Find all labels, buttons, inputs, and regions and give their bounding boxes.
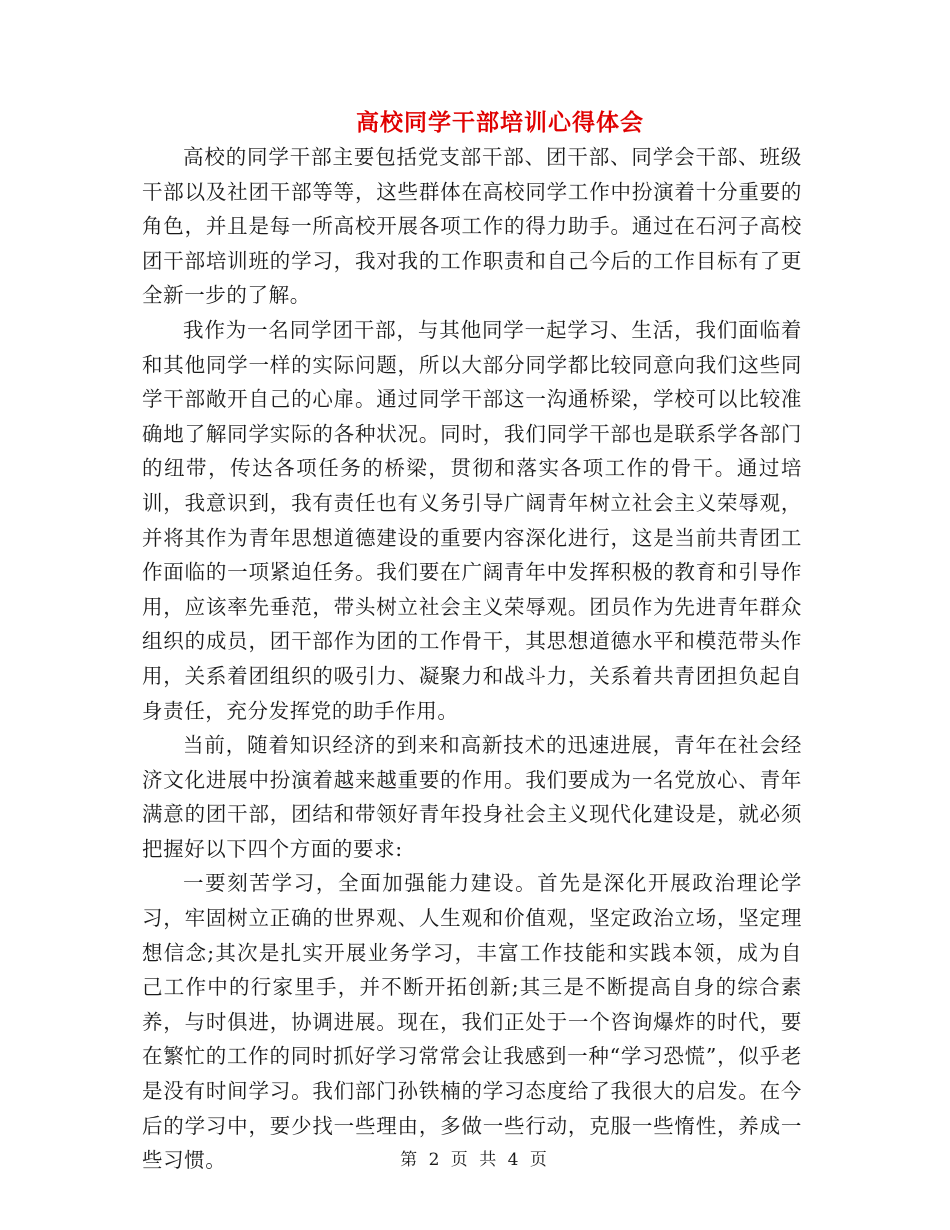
paragraph-4: 一要刻苦学习，全面加强能力建设。首先是深化开展政治理论学习，牢固树立正确的世界观、人生观和价值观，坚定政治立场，坚定理想信念;其次是扎实开展业务学习，丰富工作技能和实践本领，成为自己工作中的行家里手，并不断开拓创新;其三是不断提高自身的综合素养，与时俱进，协调进展。现在，我们正处于一个咨询爆炸的时代，要在繁忙的工作的同时抓好学习常常会让我感到一种“学习恐慌”，似乎老是没有时间学习。我们部门孙铁楠的学习态度给了我很大的启发。在今后的学习中，要少找一些理由，多做一些行动，克服一些惰性，养成一些习惯。 [142,871,802,1173]
document-body [142,140,802,1178]
paragraph-3: 当前，随着知识经济的到来和高新技术的迅速进展，青年在社会经济文化进展中扮演着越来越重要的作用。我们要成为一名党放心、青年满意的团干部，团结和带领好青年投身社会主义现代化建设是，就必须把握好以下四个方面的要求: [142,733,802,861]
document-title: 高校同学干部培训心得体会 [356,109,644,136]
page-number-footer: 第 2 页 共 4 页 [400,1150,550,1170]
paragraph-1: 高校的同学干部主要包括党支部干部、团干部、同学会干部、班级干部以及社团干部等等，这些群体在高校同学工作中扮演着十分重要的角色，并且是每一所高校开展各项工作的得力助手。通过在石河子高校团干部培训班的学习，我对我的工作职责和自己今后的工作目标有了更全新一步的了解。 [142,145,802,308]
paragraph-2: 我作为一名同学团干部，与其他同学一起学习、生活，我们面临着和其他同学一样的实际问题，所以大部分同学都比较同意向我们这些同学干部敞开自己的心扉。通过同学干部这一沟通桥梁，学校可以比较准确地了解同学实际的各种状况。同时，我们同学干部也是联系学各部门的纽带，传达各项任务的桥梁，贯彻和落实各项工作的骨干。通过培训，我意识到，我有责任也有义务引导广阔青年树立社会主义荣辱观，并将其作为青年思想道德建设的重要内容深化进行，这是当前共青团工作面临的一项紧迫任务。我们要在广阔青年中发挥积极的教育和引导作用，应该率先垂范，带头树立社会主义荣辱观。团员作为先进青年群众组织的成员，团干部作为团的工作骨干，其思想道德水平和模范带头作用，关系着团组织的吸引力、凝聚力和战斗力，关系着共青团担负起自身责任，充分发挥党的助手作用。 [142,317,802,723]
